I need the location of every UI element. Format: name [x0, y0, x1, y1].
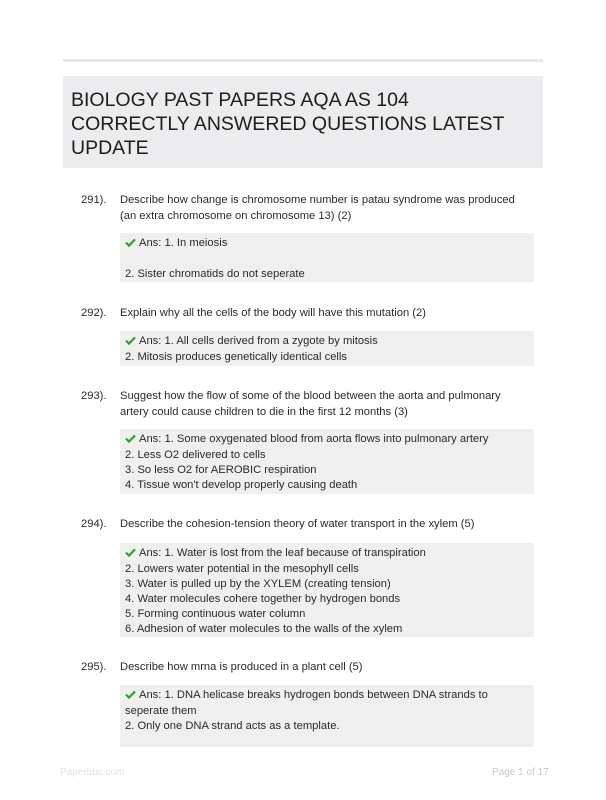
answer-box	[120, 429, 534, 494]
footer-watermark: Paperbbc.com	[60, 767, 125, 778]
question-text: Describe how change is chromosome number is patau syndrome was produced (an extra chromosome on chromosome 13) (2)	[120, 194, 515, 222]
question-text: Explain why all the cells of the body will have this mutation (2)	[120, 307, 426, 319]
answer-line: Ans: 1. All cells derived from a zygote by mitosis	[125, 334, 529, 350]
question-text: Suggest how the flow of some of the blood between the aorta and pulmonary artery could cause children to die in the first 12 months (3)	[120, 390, 501, 418]
check-icon	[125, 689, 136, 704]
answer-line: 5. Forming continuous water column	[125, 608, 306, 620]
answer-line: Ans: 1. Water is lost from the leaf because of transpiration	[125, 546, 529, 562]
answer-line: 4. Water molecules cohere together by hydrogen bonds	[125, 593, 401, 605]
answer-box	[120, 543, 534, 637]
answer-line: 3. So less O2 for AEROBIC respiration	[125, 464, 317, 476]
answer-line: 2. Lowers water potential in the mesophyll cells	[125, 563, 359, 575]
check-icon	[125, 335, 136, 350]
question-number: 291).	[81, 194, 107, 206]
answer-line: 4. Tissue won't develop properly causing death	[125, 479, 358, 491]
answer-line: 6. Adhesion of water molecules to the walls of the xylem	[125, 623, 403, 635]
answer-line: Ans: 1. DNA helicase breaks hydrogen bonds between DNA strands to seperate them	[125, 689, 488, 717]
question-number: 292).	[81, 307, 107, 319]
check-icon	[125, 433, 136, 448]
answer-box	[120, 685, 534, 747]
question-number: 293).	[81, 390, 107, 402]
answer-line: 2. Mitosis produces genetically identical cells	[125, 351, 347, 363]
answer-line: Ans: 1. In meiosis	[125, 236, 529, 252]
answer-box	[120, 233, 534, 282]
question-number: 295).	[81, 661, 107, 673]
title-panel	[63, 76, 543, 168]
answer-line: Ans: 1. Some oxygenated blood from aorta flows into pulmonary artery	[125, 432, 529, 448]
page-title: BIOLOGY PAST PAPERS AQA AS 104 CORRECTLY ANSWERED QUESTIONS LATEST UPDATE	[71, 89, 505, 159]
question-text: Describe the cohesion-tension theory of water transport in the xylem (5)	[120, 518, 475, 530]
answer-line: 3. Water is pulled up by the XYLEM (creating tension)	[125, 578, 391, 590]
page-indicator: Page 1 of 17	[492, 767, 549, 778]
check-icon	[125, 547, 136, 562]
top-divider	[63, 59, 543, 62]
question-number: 294).	[81, 518, 107, 530]
answer-line: 2. Only one DNA strand acts as a template.	[125, 720, 340, 732]
answer-line: 2. Sister chromatids do not seperate	[125, 268, 305, 280]
answer-box	[120, 331, 534, 366]
answer-line: 2. Less O2 delivered to cells	[125, 449, 266, 461]
question-text: Describe how mrna is produced in a plant cell (5)	[120, 661, 363, 673]
check-icon	[125, 237, 136, 252]
